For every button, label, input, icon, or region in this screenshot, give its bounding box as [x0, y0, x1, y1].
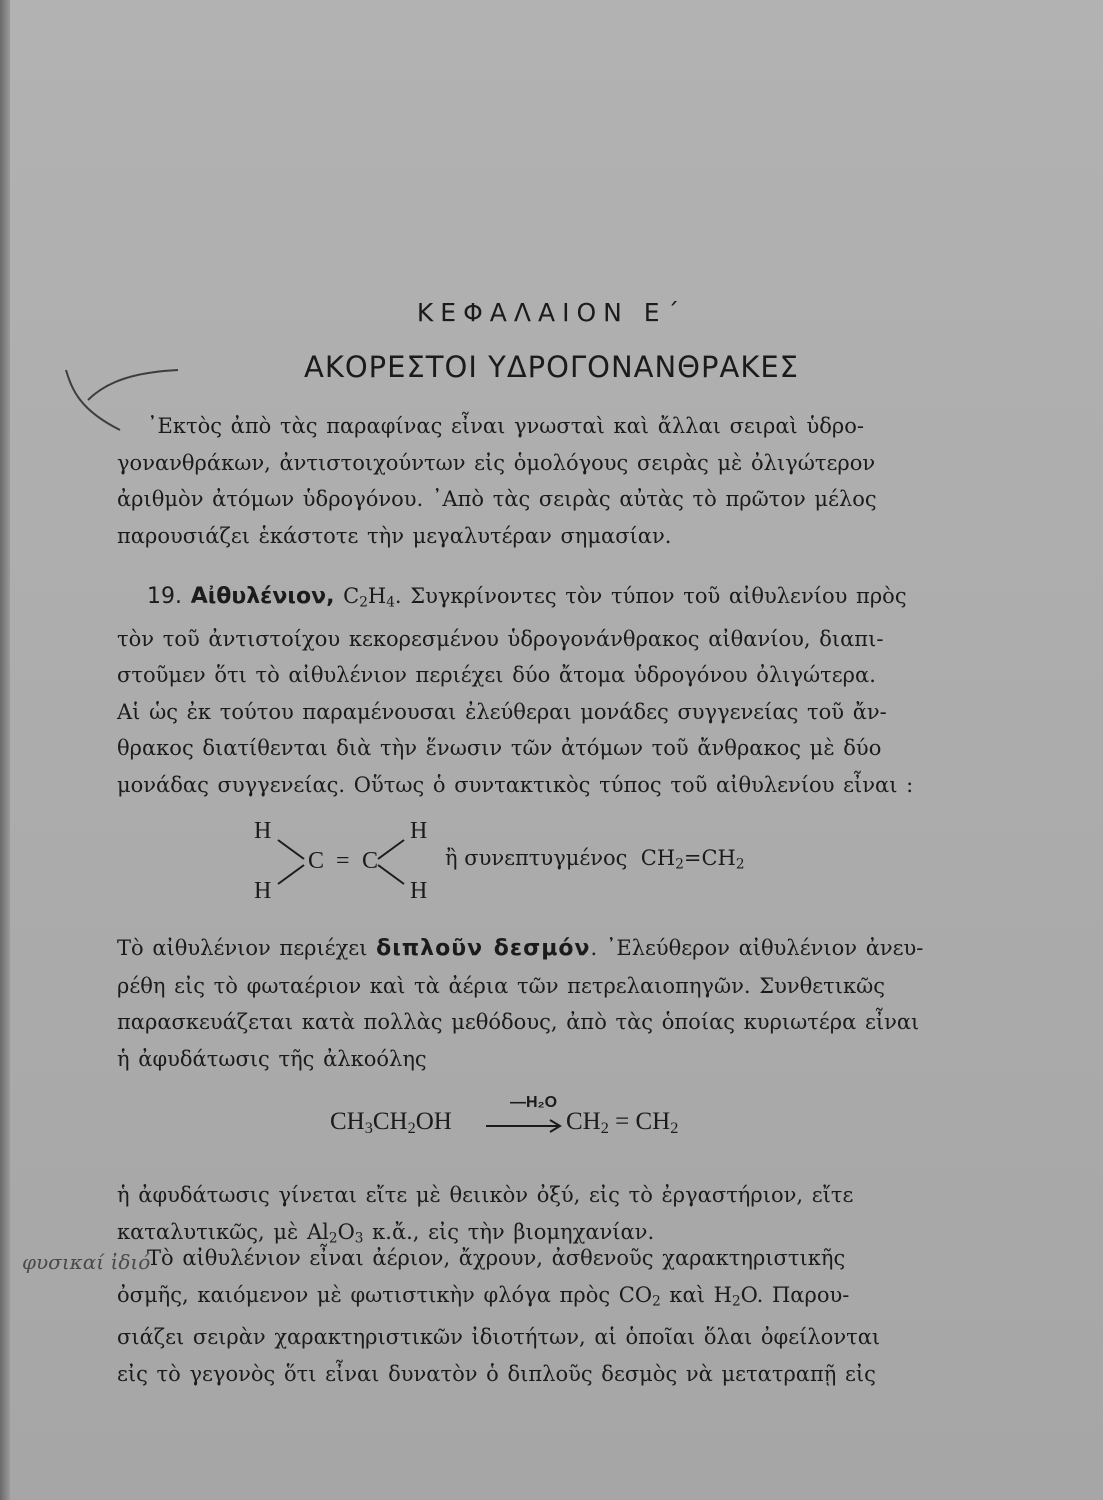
- chapter-title: ΑΚΟΡΕΣΤΟΙ ΥΔΡΟΓΟΝΑΝΘΡΑΚΕΣ: [303, 350, 800, 384]
- text-run: . ᾽Ελεύθερον αἰθυλένιον ἀνευ-: [590, 936, 924, 960]
- text-line: ᾽Εκτὸς ἀπὸ τὰς παραφίνας εἶναι γνωσταὶ καὶ ἄλλαι σειραὶ ὑδρο-: [147, 414, 864, 438]
- text-line: [117, 1277, 943, 1320]
- formula-part: OH: [415, 1108, 452, 1135]
- dehydration-reaction: [330, 1094, 750, 1158]
- formula-sub: 2: [731, 1292, 741, 1309]
- section-19-paragraph: [117, 578, 943, 803]
- formula-sub: 3: [354, 1229, 364, 1246]
- formula-c: C: [343, 584, 360, 608]
- text-line: Αἱ ὡς ἐκ τούτου παραμένουσαι ἐλεύθεραι μονάδες συγγενείας τοῦ ἄν-: [117, 699, 887, 724]
- text-line: ἡ ἀφυδάτωσις γίνεται εἴτε μὲ θειικὸν ὀξύ, εἰς τὸ ἐργαστήριον, εἴτε: [117, 1183, 854, 1207]
- formula-sub: 2: [328, 1229, 338, 1246]
- formula-part: CH: [330, 1108, 365, 1135]
- formula-part: CH: [701, 846, 736, 870]
- reactant: [330, 1108, 452, 1138]
- section-heading: Αἰθυλένιον,: [190, 584, 335, 609]
- double-bond-paragraph: [117, 930, 943, 1077]
- text-line: [117, 578, 943, 621]
- formula-sub: 3: [364, 1119, 373, 1138]
- text-run: . Συγκρίνοντες τὸν τύπον τοῦ αἰθυλενίου πρὸς: [394, 584, 907, 608]
- reaction-condition: —H₂O: [510, 1094, 558, 1111]
- text-run: O: [337, 1219, 355, 1244]
- text-run: ὀσμῆς, καιόμενον μὲ φωτιστικὴν φλόγα πρὸς CO: [117, 1282, 653, 1307]
- atom-h: H: [410, 818, 428, 844]
- atom-h: H: [410, 878, 428, 904]
- text-line: εἰς τὸ γεγονὸς ὅτι εἶναι δυνατὸν ὁ διπλοῦς δεσμὸς νὰ μετατραπῇ εἰς: [117, 1361, 876, 1386]
- formula-part: CH: [566, 1108, 601, 1135]
- text-run: κ.ἄ., εἰς τὴν βιομηχανίαν.: [363, 1219, 655, 1244]
- text-line: τὸν τοῦ ἀντιστοίχου κεκορεσμένου ὑδρογονάνθρακος αἰθανίου, διαπι-: [117, 626, 884, 651]
- text-run: καταλυτικῶς, μὲ Al: [117, 1219, 329, 1244]
- formula-bond: =: [683, 846, 702, 870]
- formula-sub: 2: [652, 1292, 661, 1309]
- double-bond: =: [336, 848, 350, 874]
- formula-part: CH: [640, 846, 676, 870]
- text-line: ἀριθμὸν ἀτόμων ὑδρογόνου. ᾽Απὸ τὰς σειρὰς αὐτὰς τὸ πρῶτον μέλος: [117, 487, 877, 511]
- text-run: O. Παρου-: [740, 1282, 850, 1307]
- formula-bond: =: [615, 1108, 630, 1135]
- ethylene-structural-formula: [240, 812, 800, 912]
- text-line: σιάζει σειρὰν χαρακτηριστικῶν ἰδιοτήτων, αἱ ὁποῖαι ὅλαι ὀφείλονται: [117, 1325, 881, 1350]
- text-line: θρακος διατίθενται διὰ τὴν ἕνωσιν τῶν ἀτόμων τοῦ ἄνθρακος μὲ δύο: [117, 736, 882, 761]
- text-line: [117, 930, 943, 968]
- atom-c: C: [308, 848, 325, 874]
- atom-h: H: [254, 818, 272, 844]
- page-edge: [0, 0, 10, 1500]
- text-line: παρουσιάζει ἑκάστοτε τὴν μεγαλυτέραν σημασίαν.: [117, 523, 672, 548]
- handwritten-margin-note: φυσικαί ἰδιό: [22, 1250, 151, 1274]
- emphasis-text: διπλοῦν δεσμόν: [376, 936, 591, 961]
- chapter-label: ΚΕΦΑΛΑΙΟΝ Ε΄: [416, 298, 687, 327]
- text-line: ρέθη εἰς τὸ φωταέριον καὶ τὰ ἀέρια τῶν πετρελαιοπηγῶν. Συνθετικῶς: [117, 973, 885, 998]
- text-line: μονάδας συγγενείας. Οὕτως ὁ συντακτικὸς τύπος τοῦ αἰθυλενίου εἶναι :: [117, 772, 914, 797]
- product: [566, 1108, 678, 1138]
- formula-sub: 2: [407, 1119, 416, 1138]
- formula-part: CH: [372, 1108, 408, 1135]
- caption-text: ἢ συνεπτυγμένος: [445, 846, 628, 870]
- atom-h: H: [254, 878, 272, 904]
- section-number: 19.: [147, 584, 182, 609]
- properties-paragraph: [117, 1240, 943, 1392]
- text-line: ἡ ἀφυδάτωσις τῆς ἀλκοόλης: [117, 1046, 427, 1071]
- text-line: γονανθράκων, ἀντιστοιχούντων εἰς ὁμολόγους σειρὰς μὲ ὀλιγώτερον: [117, 450, 876, 475]
- formula-h: H: [367, 584, 387, 608]
- text-line: στοῦμεν ὅτι τὸ αἰθυλένιον περιέχει δύο ἄτομα ὑδρογόνου ὀλιγώτερα.: [117, 663, 876, 688]
- atom-c: C: [362, 848, 379, 874]
- formula-sub: 2: [675, 856, 684, 873]
- reaction-arrow-icon: [484, 1118, 564, 1134]
- condensed-formula: [445, 846, 745, 872]
- text-line: Τὸ αἰθυλένιον εἶναι ἀέριον, ἄχρουν, ἀσθενοῦς χαρακτηριστικῆς: [147, 1246, 846, 1270]
- formula-sub: 2: [735, 856, 745, 873]
- text-run: Τὸ αἰθυλένιον περιέχει: [117, 936, 368, 960]
- formula-sub: 2: [600, 1119, 609, 1138]
- intro-paragraph: [117, 408, 943, 554]
- formula-sub: 2: [670, 1119, 679, 1138]
- formula-sub: 4: [386, 594, 395, 611]
- text-line: παρασκευάζεται κατὰ πολλὰς μεθόδους, ἀπὸ τὰς ὁποίας κυριωτέρα εἶναι: [117, 1010, 920, 1034]
- text-run: καὶ H: [660, 1282, 732, 1307]
- formula-sub: 2: [359, 594, 368, 611]
- formula-part: CH: [635, 1108, 671, 1135]
